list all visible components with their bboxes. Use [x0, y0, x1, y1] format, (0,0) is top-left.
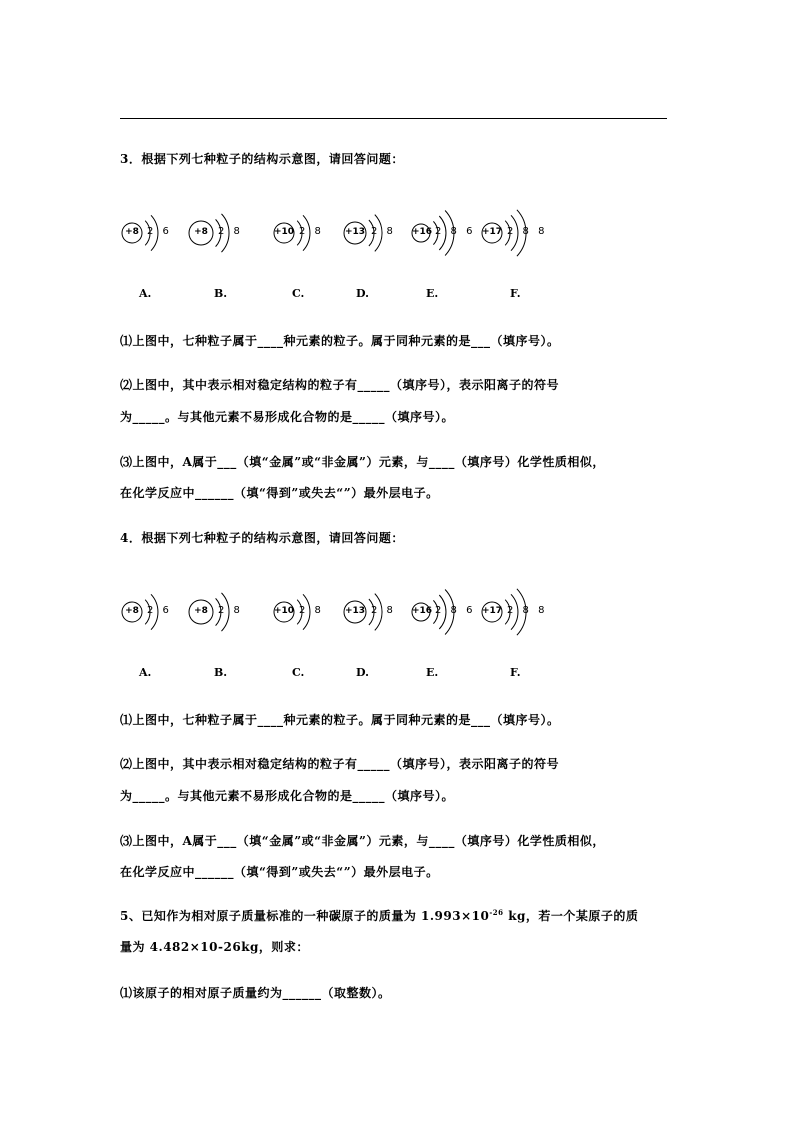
q4-atom-1 [120, 582, 190, 642]
electron-counts: 2 8 [299, 226, 324, 237]
q4-atom-4 [342, 582, 412, 642]
q5-line1-exponent: -26 [489, 908, 504, 917]
electron-counts: 2 6 [147, 605, 172, 616]
q4-diagram-row [0, 582, 794, 679]
electron-counts: 2 8 6 [435, 605, 476, 616]
option-label: E. [426, 287, 439, 300]
q5-line1 [120, 907, 638, 924]
q4-part3-line1: ⑶上图中，A属于___（填“金属”或“非金属”）元素，与____（填序号）化学性质相似， [120, 834, 605, 848]
q3-part3-line2: 在化学反应中______（填“得到”或失去“”）最外层电子。 [120, 486, 439, 500]
q3-part1: ⑴上图中，七种粒子属于____种元素的粒子。属于同种元素的是___（填序号）。 [120, 334, 560, 348]
q3-part3-line1: ⑶上图中，A属于___（填“金属”或“非金属”）元素，与____（填序号）化学性质相似， [120, 455, 605, 469]
electron-counts: 2 8 6 [435, 226, 476, 237]
q3-atom-6 [480, 203, 550, 263]
q4-title: 4．根据下列七种粒子的结构示意图，请回答问题： [120, 531, 404, 545]
nucleus-charge: +8 [125, 227, 139, 237]
option-label: E. [426, 666, 439, 679]
nucleus-charge: +8 [194, 227, 208, 237]
nucleus-charge: +17 [482, 606, 503, 616]
q3-diagram-row [0, 203, 794, 300]
header-rule [120, 118, 667, 119]
option-label: C. [292, 666, 305, 679]
q4-part3-line2: 在化学反应中______（填“得到”或失去“”）最外层电子。 [120, 865, 439, 879]
nucleus-charge: +17 [482, 227, 503, 237]
nucleus-charge: +8 [125, 606, 139, 616]
nucleus-charge: +8 [194, 606, 208, 616]
option-label: A. [139, 287, 152, 300]
electron-counts: 2 8 [371, 605, 396, 616]
nucleus-charge: +13 [344, 227, 366, 237]
electron-counts: 2 8 [218, 605, 243, 616]
q5-line2: 量为 4.482×10-26kg，则求： [120, 940, 309, 954]
option-label: F. [510, 287, 521, 300]
electron-counts: 2 8 [218, 226, 243, 237]
q3-atom-5 [410, 203, 480, 263]
q4-atom-2 [187, 582, 257, 642]
nucleus-charge: +13 [344, 606, 366, 616]
q4-part2-line2: 为_____。与其他元素不易形成化合物的是_____（填序号）。 [120, 789, 455, 803]
nucleus-charge: +10 [274, 606, 295, 616]
q3-atom-4 [342, 203, 412, 263]
q3-atom-2 [187, 203, 257, 263]
electron-counts: 2 6 [147, 226, 172, 237]
q4-atom-5 [410, 582, 480, 642]
option-label: B. [214, 287, 228, 300]
q3-part2-line1: ⑵上图中，其中表示相对稳定结构的粒子有_____（填序号），表示阳离子的符号 [120, 378, 560, 392]
q3-part2-line2: 为_____。与其他元素不易形成化合物的是_____（填序号）。 [120, 410, 455, 424]
nucleus-charge: +10 [274, 227, 295, 237]
q3-title: 3．根据下列七种粒子的结构示意图，请回答问题： [120, 152, 404, 166]
electron-counts: 2 8 [371, 226, 396, 237]
electron-counts: 2 8 8 [507, 605, 548, 616]
q3-atom-3 [272, 203, 342, 263]
option-label: D. [356, 666, 369, 679]
option-label: B. [214, 666, 228, 679]
option-label: D. [356, 287, 369, 300]
electron-counts: 2 8 [299, 605, 324, 616]
electron-counts: 2 8 8 [507, 226, 548, 237]
nucleus-charge: +16 [412, 227, 433, 237]
q4-part1: ⑴上图中，七种粒子属于____种元素的粒子。属于同种元素的是___（填序号）。 [120, 713, 560, 727]
option-label: C. [292, 287, 305, 300]
q5-part1: ⑴该原子的相对原子质量约为______（取整数）。 [120, 986, 391, 1000]
option-label: F. [510, 666, 521, 679]
q4-atom-3 [272, 582, 342, 642]
q4-part2-line1: ⑵上图中，其中表示相对稳定结构的粒子有_____（填序号），表示阳离子的符号 [120, 757, 560, 771]
option-label: A. [139, 666, 152, 679]
q4-atom-6 [480, 582, 550, 642]
q3-atom-1 [120, 203, 190, 263]
q5-line1-pre: 5、已知作为相对原子质量标准的一种碳原子的质量为 1.993×10 [120, 909, 490, 923]
nucleus-charge: +16 [412, 606, 433, 616]
q5-line1-post: kg，若一个某原子的质 [503, 909, 639, 923]
